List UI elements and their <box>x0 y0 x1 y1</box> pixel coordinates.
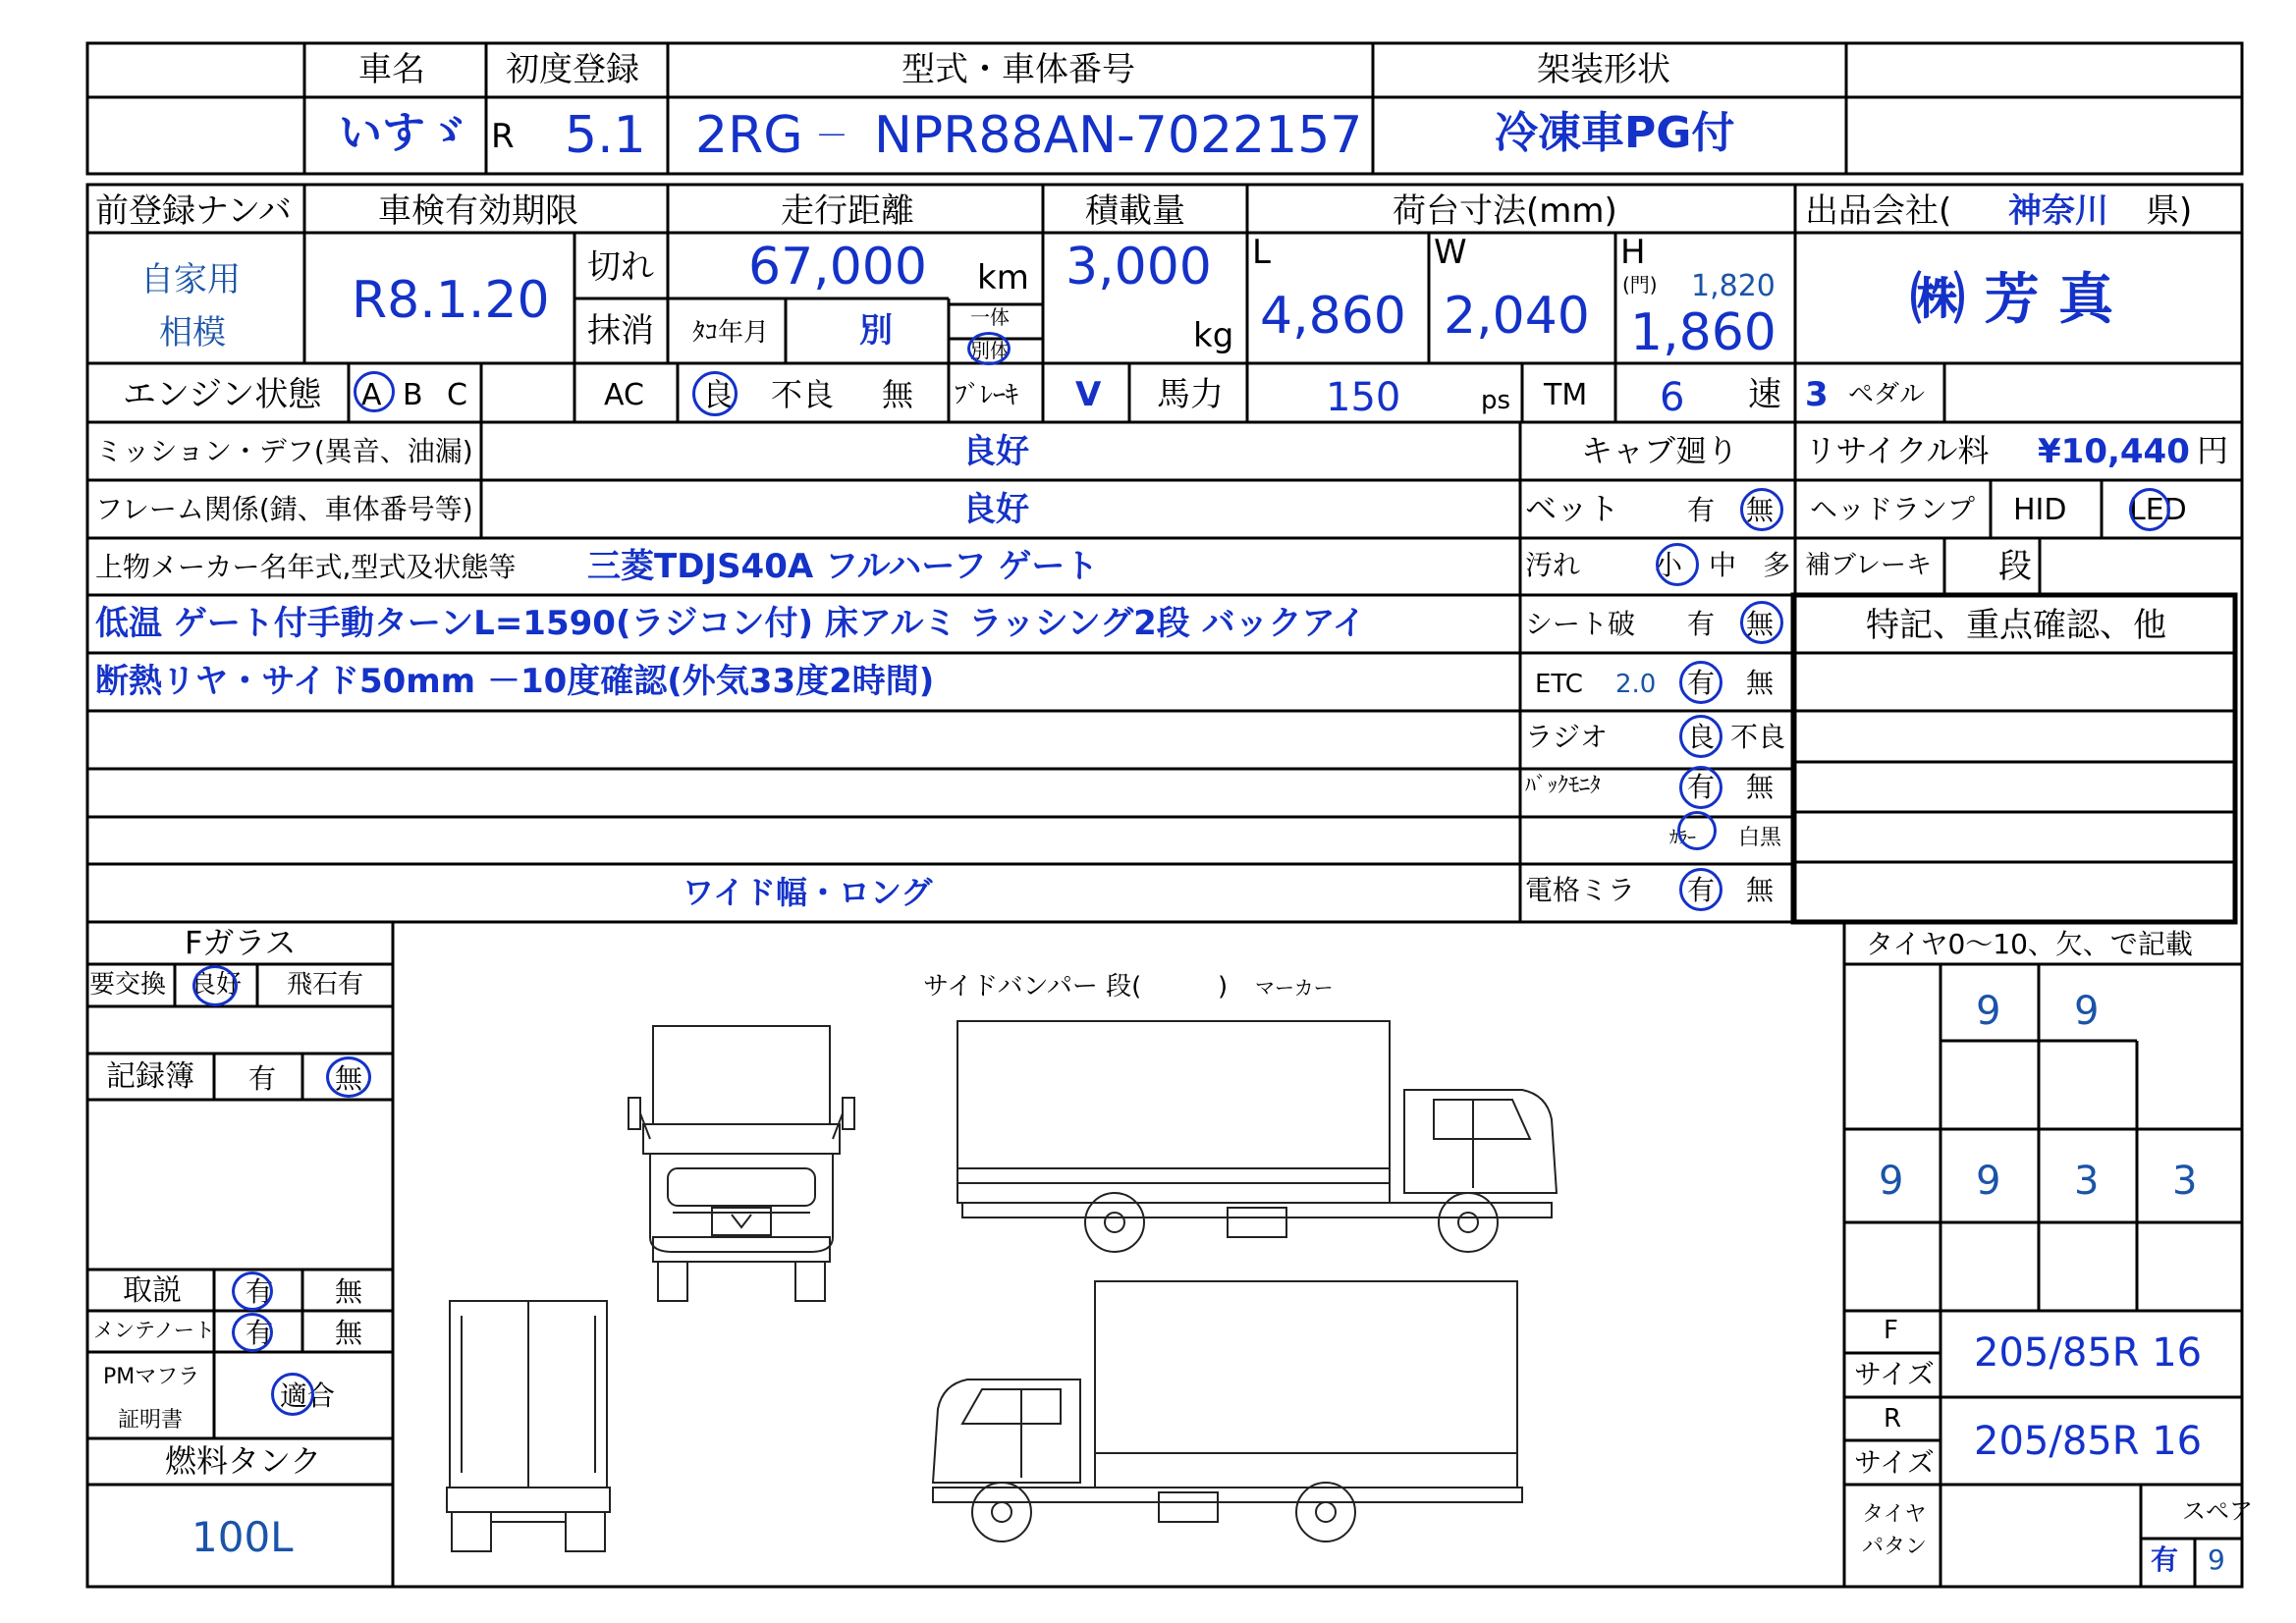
tire-rear-2: 9 <box>1976 1159 2001 1204</box>
fglass-replace: 要交換 <box>89 970 167 1000</box>
note-line2: 断熱リヤ・サイド50mm －10度確認(外気33度2時間) <box>95 662 935 701</box>
mirror-yes: 有 <box>1687 874 1716 906</box>
hp-label: 馬力 <box>1157 375 1224 414</box>
manual-label: 取説 <box>123 1273 182 1308</box>
brake-label: ﾌﾞﾚｰｷ <box>955 381 1019 410</box>
note-line1: 低温 ゲート付手動ターンL=1590(ラジコン付) 床アルミ ラッシング2段 バックアイ <box>95 604 1366 643</box>
frame-label: フレーム関係(錆、車体番号等) <box>95 493 473 525</box>
tire-f-label: F <box>1884 1316 1898 1345</box>
car-name: いすゞ <box>339 108 468 158</box>
seat-label: シート破 <box>1525 608 1636 640</box>
notes-title: 特記、重点確認、他 <box>1866 606 2166 645</box>
tire-pattern-label2: パタン <box>1862 1535 1928 1559</box>
grade-a: A <box>361 378 382 412</box>
fglass-label: Fガラス <box>185 924 297 961</box>
first-reg-date: 5.1 <box>565 106 646 165</box>
taco-value: 別 <box>859 311 893 351</box>
etc-yes-circle <box>1679 661 1722 704</box>
tire-rear-1: 9 <box>1879 1159 1904 1204</box>
fuel-label: 燃料タンク <box>165 1442 322 1480</box>
monitor-label: ﾊﾞｯｸﾓﾆﾀ <box>1525 774 1602 798</box>
tire-r-size: 205/85R 16 <box>1974 1419 2203 1464</box>
recycle-value: ¥10,440 <box>2038 432 2190 471</box>
cab-title: キャブ廻り <box>1581 432 1739 469</box>
led: LED <box>2129 493 2187 527</box>
aux-brake-label: 補ブレーキ <box>1805 551 1932 580</box>
record-yes: 有 <box>248 1062 277 1095</box>
maint-label: メンテノート <box>93 1319 215 1342</box>
H-value: 1,860 <box>1630 303 1777 362</box>
H-gate-value: 1,820 <box>1691 269 1776 303</box>
maint-no: 無 <box>335 1317 363 1349</box>
bumper-label: サイドバンパー 段( <box>923 972 1142 1001</box>
pedal-value: 3 <box>1805 375 1829 414</box>
dirt-circle <box>1656 543 1699 586</box>
bed-no: 無 <box>1746 494 1775 526</box>
record-label: 記録簿 <box>106 1059 194 1094</box>
plate-line1: 自家用 <box>140 260 241 299</box>
ac-good-circle <box>692 371 738 416</box>
body-maker-value: 三菱TDJS40A フルハーフ ゲート <box>587 547 1099 586</box>
pedal-label: ペダル <box>1848 380 1926 409</box>
col-body: 架装形状 <box>1537 50 1670 89</box>
pm-label1: PMマフラ <box>103 1365 200 1389</box>
spare-value: 9 <box>2208 1543 2225 1576</box>
manual-yes-circle <box>232 1271 273 1311</box>
maint-yes: 有 <box>246 1317 274 1349</box>
model-prefix: 2RG <box>695 106 803 165</box>
separate: 別体 <box>970 339 1010 362</box>
col-car-name: 車名 <box>358 50 425 89</box>
W-value: 2,040 <box>1444 287 1590 346</box>
aux-brake-value: 段 <box>1998 547 2032 586</box>
etc-version: 2.0 <box>1615 670 1657 699</box>
inspection-date: R8.1.20 <box>352 271 550 330</box>
mileage-value: 67,000 <box>748 238 927 297</box>
mission-label: ミッション・デフ(異音、油漏) <box>95 435 473 467</box>
separate-circle <box>967 332 1011 365</box>
model-number: NPR88AN-7022157 <box>874 106 1363 165</box>
hid: HID <box>2013 493 2067 527</box>
led-circle <box>2129 488 2170 531</box>
tire-title: タイヤ0～10、欠、で記載 <box>1866 928 2193 960</box>
model-dash: － <box>815 117 848 156</box>
grade-c: C <box>447 378 467 412</box>
bumper-close: ) <box>1218 972 1229 1001</box>
recycle-label: リサイクル料 <box>1805 432 1990 469</box>
mission-value: 良好 <box>962 432 1029 471</box>
etc-no: 無 <box>1746 667 1775 699</box>
pm-value-circle <box>271 1373 314 1416</box>
plate-line2: 相模 <box>159 313 226 352</box>
kg-unit: kg <box>1193 316 1234 355</box>
W-label: W <box>1434 233 1467 272</box>
bed-yes: 有 <box>1687 494 1716 526</box>
L-value: 4,860 <box>1260 287 1406 346</box>
pm-label2: 証明書 <box>118 1408 184 1433</box>
monitor-mono: 白黒 <box>1738 826 1782 850</box>
bed-no-circle <box>1740 488 1783 531</box>
radio-label: ラジオ <box>1525 721 1609 753</box>
dirt-heavy: 多 <box>1763 549 1791 581</box>
seat-no-circle <box>1740 601 1783 644</box>
grade-a-circle <box>354 371 395 412</box>
inspection-label: 車検有効期限 <box>378 191 578 231</box>
tire-r-label: R <box>1884 1404 1902 1434</box>
body-type: 冷凍車PG付 <box>1495 108 1735 158</box>
fglass-good: 良好 <box>191 970 243 1000</box>
brake-value: V <box>1075 375 1102 414</box>
etc-yes: 有 <box>1687 667 1716 699</box>
radio-good: 良 <box>1687 721 1716 753</box>
mirror-label: 電格ミラ <box>1525 874 1636 906</box>
km-unit: km <box>977 258 1029 298</box>
spare-label: スペア <box>2182 1497 2253 1525</box>
load-value: 3,000 <box>1066 238 1212 297</box>
ac-good: 良 <box>702 376 735 413</box>
mirror-no: 無 <box>1746 874 1775 906</box>
first-reg-era: R <box>491 117 515 156</box>
company-label: 出品会社( <box>1805 191 1952 231</box>
ac-none: 無 <box>882 376 914 413</box>
H-gate-label: (門) <box>1622 273 1658 297</box>
tire-rear-4: 3 <box>2172 1159 2198 1204</box>
tm-label: TM <box>1544 378 1588 412</box>
prefecture: 神奈川 <box>2008 191 2108 231</box>
prev-plate-label: 前登録ナンバ <box>95 191 292 231</box>
radio-good-circle <box>1679 715 1722 758</box>
ac-label: AC <box>604 378 644 412</box>
engine-label: エンジン状態 <box>123 375 322 414</box>
etc-label: ETC <box>1535 670 1583 699</box>
note-line7: ワイド幅・ロング <box>683 874 933 911</box>
grade-b: B <box>403 378 423 412</box>
manual-no: 無 <box>335 1275 363 1308</box>
monitor-yes-circle <box>1679 766 1722 809</box>
integrated: 一体 <box>970 305 1010 329</box>
monitor-no: 無 <box>1746 771 1775 803</box>
tire-r-size-label: サイズ <box>1854 1446 1935 1479</box>
dirt-label: 汚れ <box>1525 549 1581 581</box>
tire-f-size-label: サイズ <box>1854 1358 1935 1390</box>
load-label: 積載量 <box>1085 191 1185 231</box>
manual-yes: 有 <box>246 1275 274 1308</box>
marker-label: マーカー <box>1255 976 1334 1000</box>
fglass-good-circle <box>192 965 238 1006</box>
tire-front-left: 9 <box>1976 989 2001 1034</box>
fglass-chip: 飛石有 <box>287 970 364 1000</box>
monitor-color: ｶﾗｰ <box>1669 828 1696 848</box>
fuel-value: 100L <box>191 1513 294 1561</box>
yen-unit: 円 <box>2197 432 2229 469</box>
pref-suffix: 県) <box>2146 191 2193 231</box>
bed-label: ベット <box>1525 490 1620 527</box>
tire-front-right: 9 <box>2074 989 2100 1034</box>
hp-value: 150 <box>1326 375 1401 420</box>
dirt-small: 小 <box>1655 549 1683 581</box>
bed-size-label: 荷台寸法(mm) <box>1393 191 1617 231</box>
col-first-reg: 初度登録 <box>506 50 639 89</box>
tire-rear-3: 3 <box>2074 1159 2100 1204</box>
taco-label: ﾀｺ年月 <box>692 318 770 348</box>
tire-f-size: 205/85R 16 <box>1974 1330 2203 1376</box>
pm-value: 適合 <box>280 1380 336 1412</box>
tm-value: 6 <box>1660 375 1685 420</box>
mirror-yes-circle <box>1679 868 1722 911</box>
seat-no: 無 <box>1746 608 1775 640</box>
radio-bad: 不良 <box>1730 721 1786 753</box>
mileage-label: 走行距離 <box>781 191 914 231</box>
expired: 切れ <box>587 247 654 287</box>
seat-yes: 有 <box>1687 608 1716 640</box>
L-label: L <box>1252 233 1271 272</box>
ps-unit: ps <box>1481 386 1511 415</box>
H-label: H <box>1620 233 1646 272</box>
cancelled: 抹消 <box>587 311 654 351</box>
monitor-yes: 有 <box>1687 771 1716 803</box>
tire-pattern-label1: タイヤ <box>1862 1502 1927 1527</box>
headlamp-label: ヘッドランプ <box>1810 493 1976 525</box>
truck-diagram <box>393 1011 1844 1561</box>
col-model: 型式・車体番号 <box>902 50 1135 89</box>
record-no: 無 <box>335 1062 363 1095</box>
ac-bad: 不良 <box>771 376 835 413</box>
record-no-circle <box>326 1056 371 1098</box>
spare-yes: 有 <box>2151 1543 2179 1576</box>
maint-yes-circle <box>232 1313 273 1352</box>
company: ㈱ 芳 真 <box>1910 268 2113 332</box>
speed-label: 速 <box>1748 375 1781 414</box>
body-maker-label: 上物メーカー名年式,型式及状態等 <box>95 551 517 583</box>
frame-value: 良好 <box>962 490 1029 529</box>
monitor-color-circle <box>1677 811 1717 850</box>
dirt-medium: 中 <box>1709 549 1737 581</box>
